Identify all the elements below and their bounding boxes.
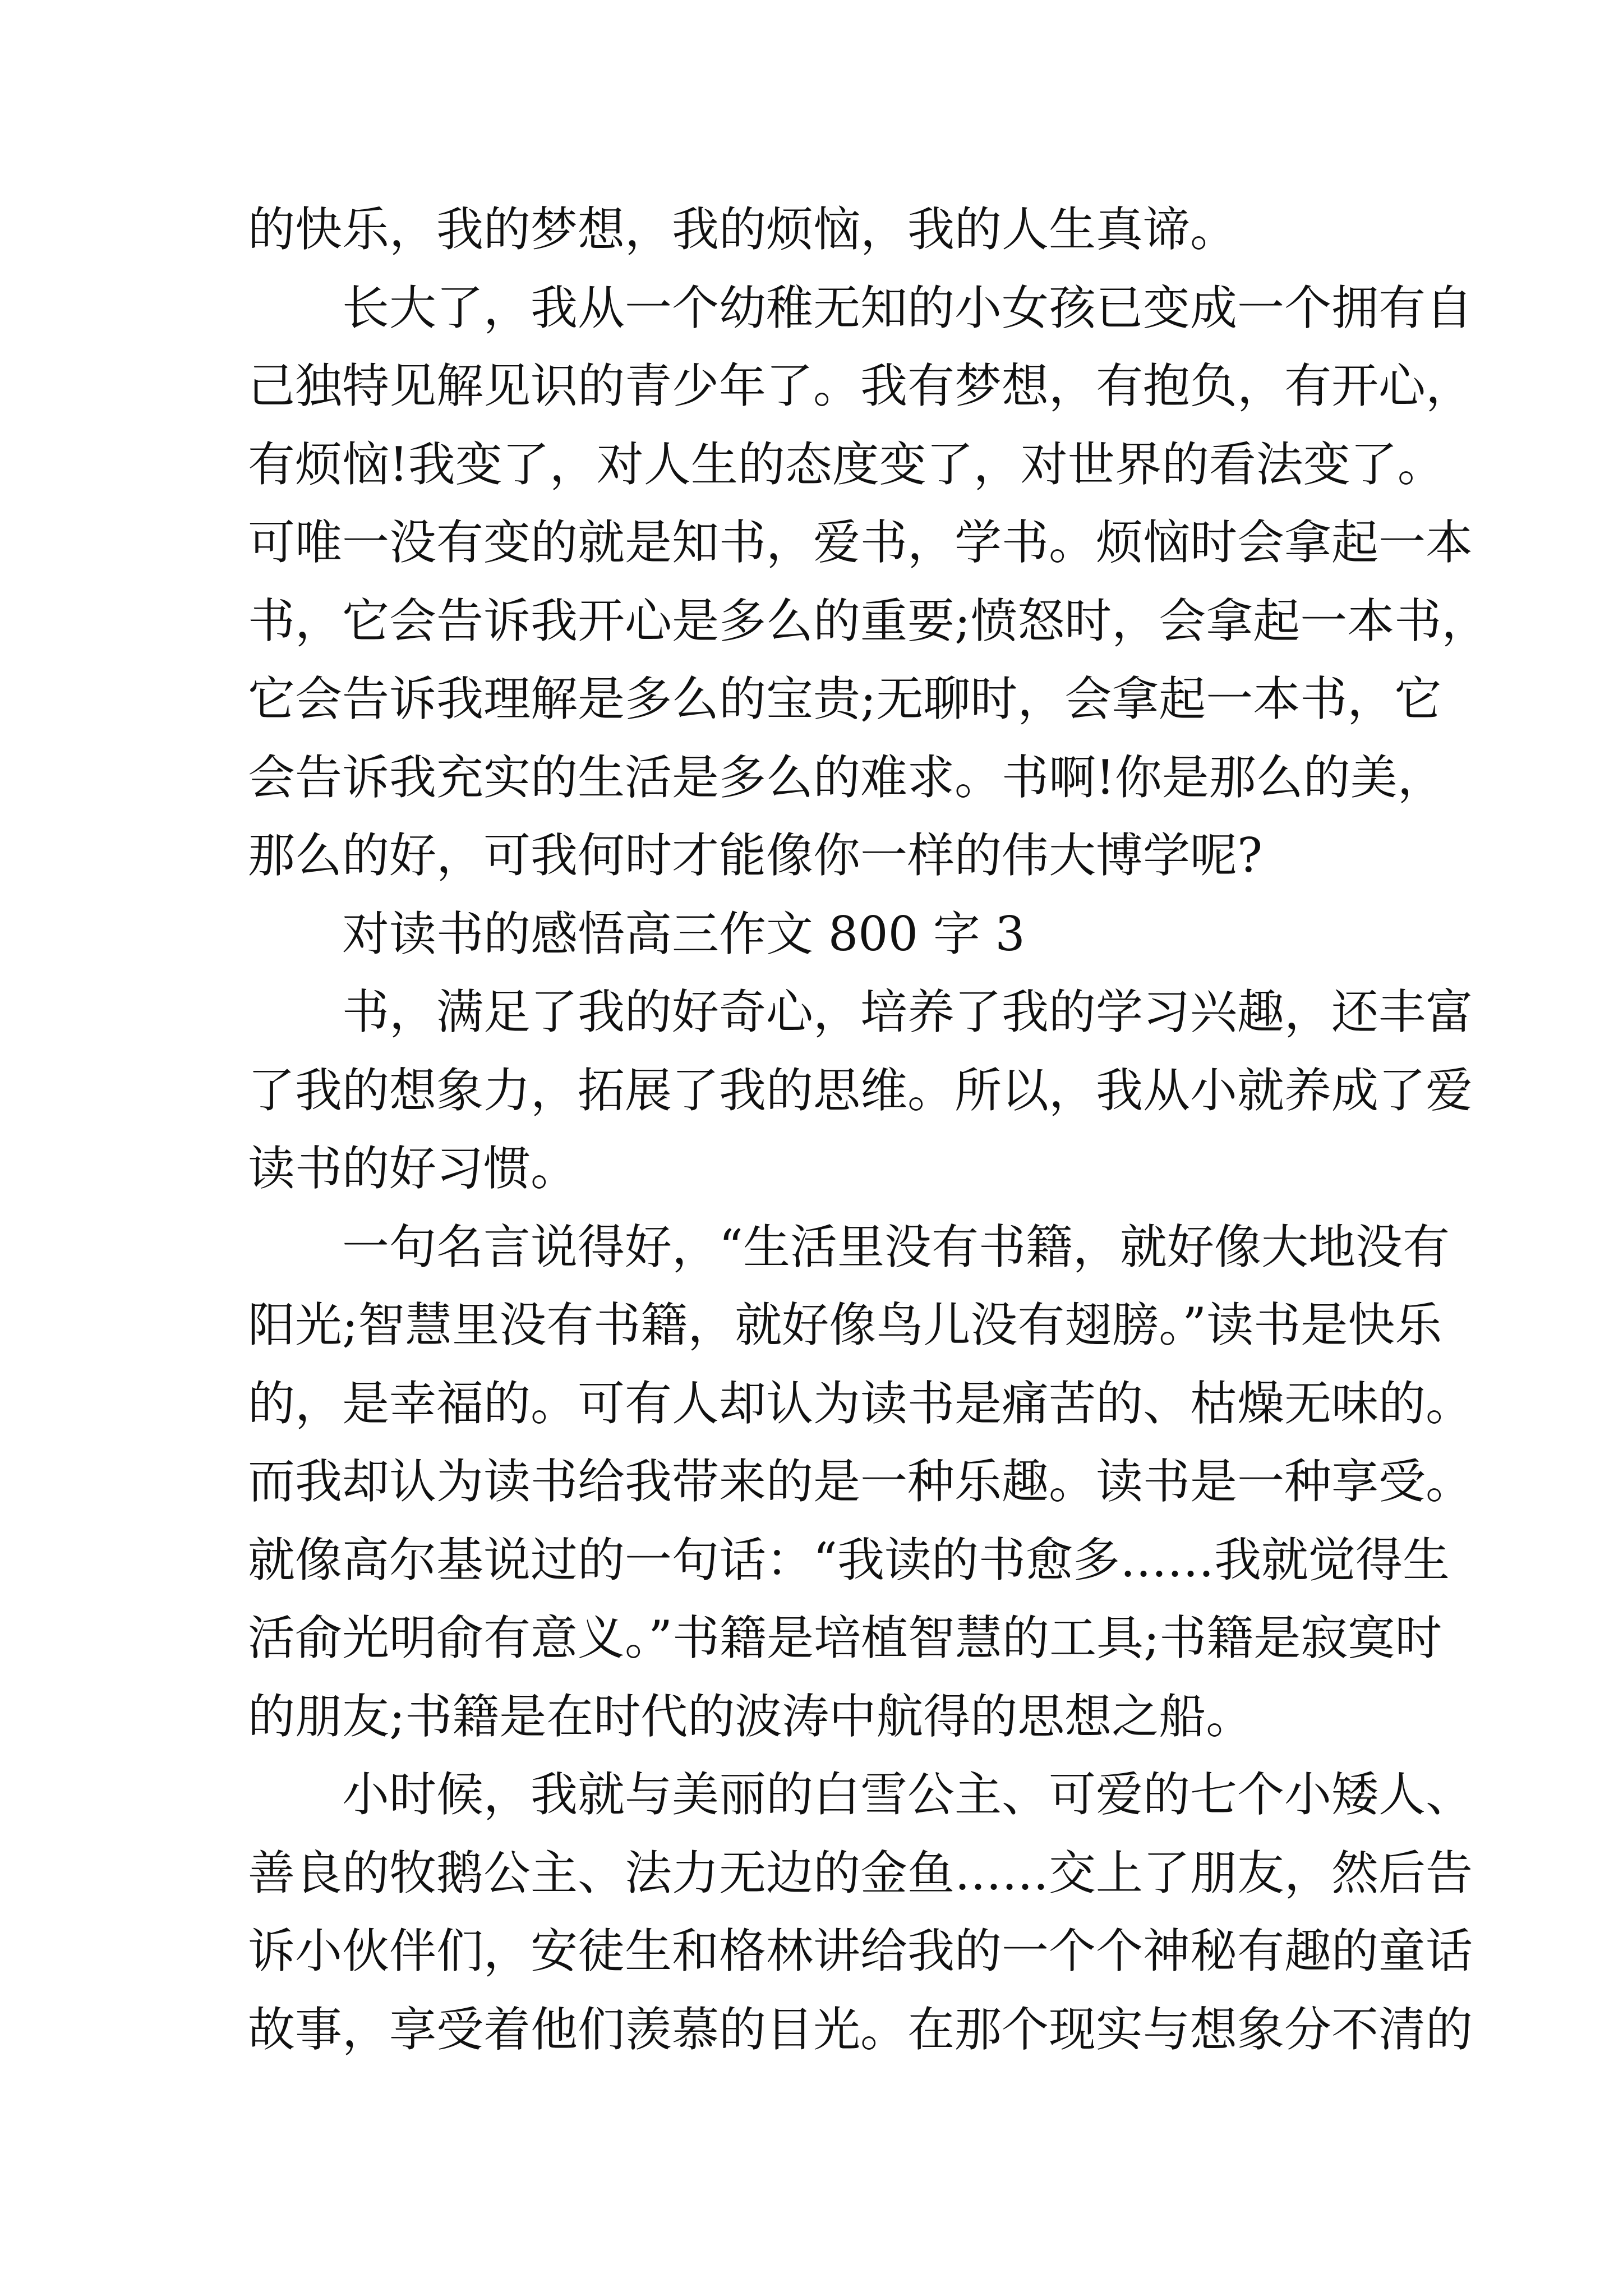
text-line: 故事，享受着他们羡慕的目光。在那个现实与想象分不清的 [248, 2001, 1473, 2057]
text-line: 阳光;智慧里没有书籍，就好像鸟儿没有翅膀。”读书是快乐 [248, 1297, 1442, 1352]
text-line: 的朋友;书籍是在时代的波涛中航得的思想之船。 [248, 1688, 1253, 1744]
text-line: 书，满足了我的好奇心，培养了我的学习兴趣，还丰富 [342, 984, 1473, 1039]
text-line: 善良的牧鹅公主、法力无边的金鱼……交上了朋友，然后告 [248, 1845, 1473, 1901]
text-line: 小时候，我就与美丽的白雪公主、可爱的七个小矮人、 [342, 1767, 1473, 1822]
text-line: 书，它会告诉我开心是多么的重要;愤怒时，会拿起一本书， [248, 593, 1489, 648]
text-line: 那么的好，可我何时才能像你一样的伟大博学呢? [248, 828, 1263, 883]
text-line: 己独特见解见识的青少年了。我有梦想，有抱负，有开心， [248, 358, 1473, 413]
text-line: 可唯一没有变的就是知书，爱书，学书。烦恼时会拿起一本 [248, 515, 1473, 570]
text-line: 的，是幸福的。可有人却认为读书是痛苦的、枯燥无味的。 [248, 1375, 1473, 1431]
text-line: 活俞光明俞有意义。”书籍是培植智慧的工具;书籍是寂寞时 [248, 1611, 1442, 1665]
text-line: 了我的想象力，拓展了我的思维。所以，我从小就养成了爱 [248, 1062, 1473, 1118]
text-line: 的快乐，我的梦想，我的烦恼，我的人生真谛。 [248, 202, 1238, 257]
text-line: 一句名言说得好，“生活里没有书籍，就好像大地没有 [342, 1219, 1450, 1274]
text-line: 它会告诉我理解是多么的宝贵;无聊时，会拿起一本书，它 [248, 671, 1442, 726]
text-line: 读书的好习惯。 [248, 1141, 578, 1196]
document-body [248, 191, 1489, 2069]
text-line: 长大了，我从一个幼稚无知的小女孩已变成一个拥有自 [342, 280, 1473, 335]
text-line: 而我却认为读书给我带来的是一种乐趣。读书是一种享受。 [248, 1454, 1473, 1509]
text-line: 有烦恼!我变了，对人生的态度变了，对世界的看法变了。 [248, 436, 1445, 492]
text-line: 就像高尔基说过的一句话：“我读的书愈多……我就觉得生 [248, 1532, 1450, 1588]
text-line: 会告诉我充实的生活是多么的难求。书啊!你是那么的美， [248, 749, 1445, 805]
section-heading: 对读书的感悟高三作文 800 字 3 [342, 906, 1025, 961]
text-line: 诉小伙伴们，安徒生和格林讲给我的一个个神秘有趣的童话 [248, 1924, 1473, 1978]
